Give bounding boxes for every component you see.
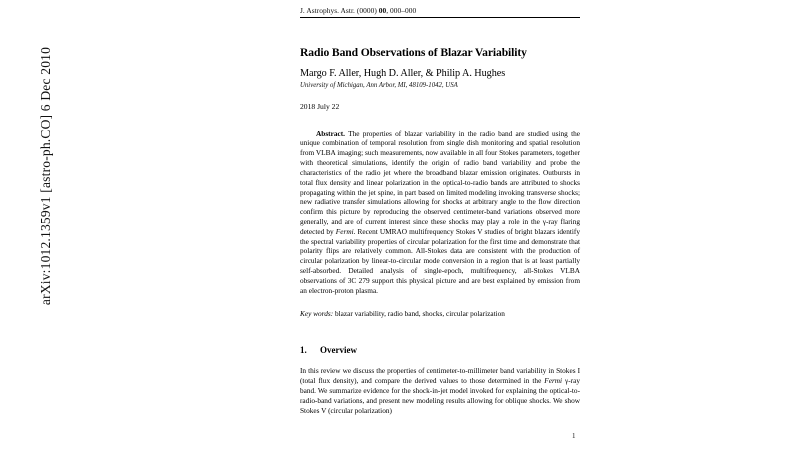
page-number: 1	[572, 432, 576, 440]
overview-paragraph	[300, 366, 580, 415]
section-number: 1.	[300, 345, 307, 356]
keywords-block	[300, 309, 580, 319]
page-title: Radio Band Observations of Blazar Variability	[300, 46, 527, 59]
abstract-text-part-2: . Recent UMRAO multifrequency Stokes V studies of bright blazars identify the spectral variability properties of circular polarization for the first time and demonstrate that polarity flips are relatively common. All-Stokes data are consistent with the production of circular polarization by linear-to-circular mode conversion in a region that is at least partially self-absorbed. Detailed analysis of single-epoch, multifrequency, all-Stokes VLBA observations of 3C 279 support this physical picture and are best explained by emission from an electron-proton plasma.	[300, 226, 580, 295]
abstract-block	[300, 129, 580, 296]
journal-pages: , 000–000	[386, 6, 417, 15]
journal-reference-prefix: J. Astrophys. Astr. (0000)	[300, 6, 379, 15]
section-title: Overview	[320, 345, 357, 356]
affiliation-line: University of Michigan, Ann Arbor, MI, 48109-1042, USA	[300, 81, 458, 89]
keywords-text: blazar variability, radio band, shocks, circular polarization	[335, 309, 505, 319]
keywords-label: Key words:	[300, 309, 334, 319]
overview-text-part-1: In this review we discuss the properties of centimeter-to-millimeter band variability in Stokes I (total flux density), and compare the derived values to those determined in the	[300, 366, 580, 386]
paper-content-column	[300, 0, 580, 415]
overview-text-part-2: γ-ray band. We summarize evidence for the shock-in-jet model invoked for explaining the optical-to-radio-band variations, and present new modeling results allowing for oblique shocks. We show Stokes V (circular polarization)	[300, 376, 581, 415]
arxiv-identifier-stamp: arXiv:1012.1359v1 [astro-ph.CO] 6 Dec 2010	[38, 46, 53, 306]
author-list: Margo F. Aller, Hugh D. Aller, & Philip A. Hughes	[300, 67, 506, 79]
journal-reference-line	[300, 6, 580, 15]
overview-italic-fermi: Fermi	[544, 376, 563, 386]
header-rule	[300, 17, 580, 18]
abstract-label: Abstract.	[316, 128, 345, 138]
date-line: 2018 July 22	[300, 101, 340, 111]
abstract-text-part-1: The properties of blazar variability in the radio band are studied using the unique combination of temporal resolution from single dish monitoring and spatial resolution from VLBA imaging; such measurements, now available in all four Stokes parameters, together with theoretical simulations, identify the origin of radio band variability and probe the characteristics of the radio jet where the broadband blazar emission originates. Outbursts in total flux density and linear polarization in the optical-to-radio bands are attributed to shocks propagating within the jet spine, in part based on limited modeling invoking transverse shocks; new radiative transfer simulations allowing for shocks at arbitrary angle to the flow direction confirm this picture by reproducing the observed centimeter-band variations observed more generally, and are of current interest since these shocks may play a role in the γ-ray flaring detected by	[300, 128, 580, 236]
abstract-italic-fermi: Fermi	[335, 226, 354, 236]
section-heading-overview	[300, 345, 580, 355]
journal-volume: 00	[378, 6, 387, 15]
